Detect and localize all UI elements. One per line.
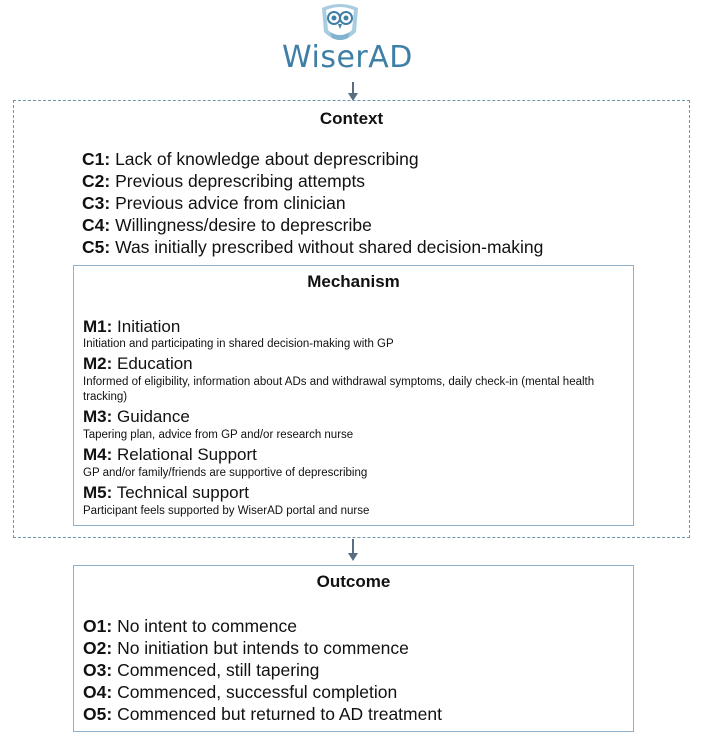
context-item: C2: Previous deprescribing attempts	[82, 171, 366, 191]
outcome-item: O3: Commenced, still tapering	[83, 660, 320, 680]
mechanism-item-heading: M4: Relational Support	[83, 445, 257, 464]
mechanism-item-description: Participant feels supported by WiserAD portal and nurse	[83, 505, 370, 517]
mechanism-item-heading: M5: Technical support	[83, 483, 250, 502]
mechanism-title: Mechanism	[307, 272, 400, 291]
mechanism-item-description: GP and/or family/friends are supportive of deprescribing	[83, 467, 368, 479]
logo-text: WiserAD	[282, 40, 413, 75]
arrow-head-context-outcome	[348, 553, 358, 561]
outcome-item: O5: Commenced but returned to AD treatment	[83, 704, 442, 724]
mechanism-box	[73, 265, 634, 526]
wiserad-logo	[270, 2, 440, 82]
outcome-title: Outcome	[316, 572, 391, 591]
context-item: C3: Previous advice from clinician	[82, 193, 346, 213]
context-item: C1: Lack of knowledge about deprescribing	[82, 149, 419, 169]
outcome-item: O2: No initiation but intends to commence	[83, 638, 409, 658]
mechanism-item-description: Tapering plan, advice from GP and/or research nurse	[83, 429, 354, 441]
outcome-box	[73, 565, 634, 732]
outcome-item: O4: Commenced, successful completion	[83, 682, 398, 702]
context-title: Context	[319, 109, 384, 128]
mechanism-item-description: Initiation and participating in shared decision-making with GP	[83, 338, 394, 350]
outcome-item: O1: No intent to commence	[83, 616, 298, 636]
owl-icon	[310, 2, 370, 44]
mechanism-item-heading: M1: Initiation	[83, 317, 181, 336]
mechanism-item-heading: M2: Education	[83, 354, 193, 373]
mechanism-item-heading: M3: Guidance	[83, 407, 190, 426]
mechanism-item-description: Informed of eligibility, information about ADs and withdrawal symptoms, daily check-in (mental health tracking)	[83, 376, 595, 403]
context-item: C5: Was initially prescribed without shared decision-making	[82, 237, 544, 257]
arrow-line-context-outcome	[352, 539, 354, 554]
context-item: C4: Willingness/desire to deprescribe	[82, 215, 372, 235]
